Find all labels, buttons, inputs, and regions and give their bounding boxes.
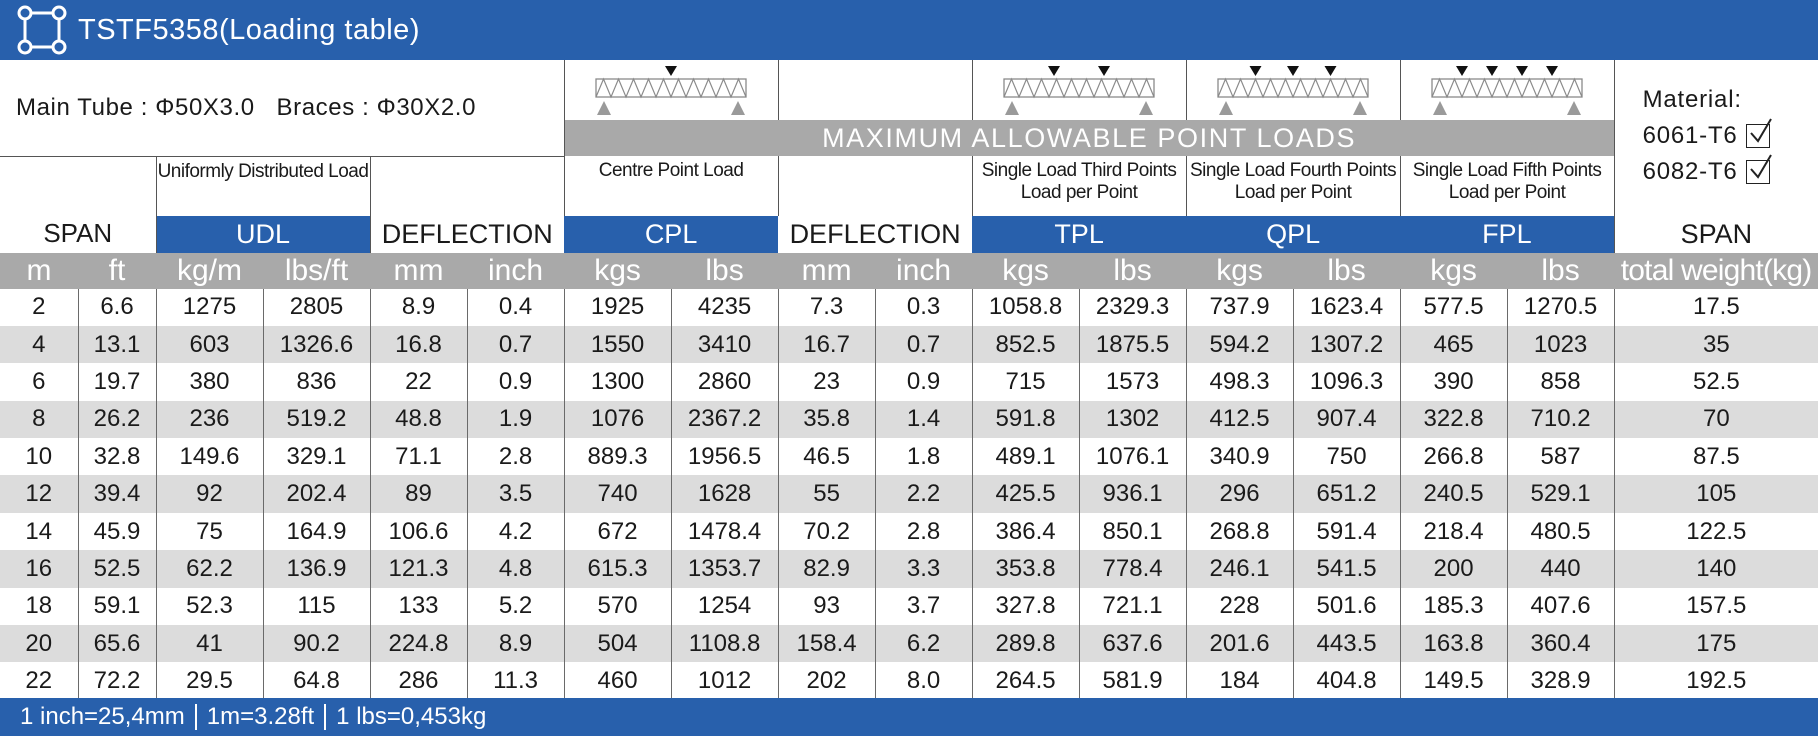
- table-cell: 407.6: [1507, 588, 1614, 625]
- table-cell: 3.7: [875, 588, 972, 625]
- table-cell: 710.2: [1507, 401, 1614, 438]
- table-cell: 836: [263, 363, 370, 400]
- table-cell: 16: [0, 550, 78, 587]
- material-name: 6082-T6: [1642, 158, 1738, 185]
- table-cell: 425.5: [972, 475, 1079, 512]
- table-cell: 329.1: [263, 438, 370, 475]
- unit-label: kgs: [564, 253, 671, 289]
- table-cell: 5.2: [467, 588, 564, 625]
- table-cell: 2860: [671, 363, 778, 400]
- table-cell: 1326.6: [263, 326, 370, 363]
- span-weight-header: SPAN: [1614, 216, 1818, 253]
- truss-load-diagram-icon: [1420, 63, 1594, 117]
- table-cell: 603: [156, 326, 263, 363]
- table-cell: 264.5: [972, 662, 1079, 699]
- fpl-header: FPL: [1400, 216, 1614, 253]
- table-cell: 89: [370, 475, 467, 512]
- table-cell: 504: [564, 625, 671, 662]
- table-cell: 1300: [564, 363, 671, 400]
- table-cell: 184: [1186, 662, 1293, 699]
- table-cell: 246.1: [1186, 550, 1293, 587]
- table-cell: 1478.4: [671, 513, 778, 550]
- unit-label: lbs: [671, 253, 778, 289]
- tpl-header: TPL: [972, 216, 1186, 253]
- table-cell: 140: [1614, 550, 1818, 587]
- unit-label: lbs: [1507, 253, 1614, 289]
- span-header: SPAN: [43, 217, 113, 248]
- table-cell: 289.8: [972, 625, 1079, 662]
- table-cell: 0.4: [467, 289, 564, 326]
- table-cell: 22: [370, 363, 467, 400]
- table-cell: 850.1: [1079, 513, 1186, 550]
- table-cell: 386.4: [972, 513, 1079, 550]
- table-cell: 192.5: [1614, 662, 1818, 699]
- table-row: [0, 662, 1818, 699]
- table-cell: 11.3: [467, 662, 564, 699]
- table-cell: 20: [0, 625, 78, 662]
- truss-load-diagram-icon: [584, 63, 758, 117]
- table-cell: 55: [778, 475, 875, 512]
- table-cell: 519.2: [263, 401, 370, 438]
- table-cell: 82.9: [778, 550, 875, 587]
- cpl-description: Centre Point Load: [564, 156, 778, 216]
- table-cell: 201.6: [1186, 625, 1293, 662]
- braces-spec: Braces : Φ30X2.0: [276, 93, 477, 121]
- table-cell: 218.4: [1400, 513, 1507, 550]
- table-cell: 778.4: [1079, 550, 1186, 587]
- udl-description: Uniformly Distributed Load: [156, 156, 370, 216]
- table-cell: 93: [778, 588, 875, 625]
- table-row: [0, 401, 1818, 438]
- table-cell: 87.5: [1614, 438, 1818, 475]
- deflection-desc-blank: [778, 156, 972, 216]
- table-cell: 0.9: [875, 363, 972, 400]
- table-cell: 8.9: [370, 289, 467, 326]
- table-cell: 740: [564, 475, 671, 512]
- table-cell: 412.5: [1186, 401, 1293, 438]
- table-cell: 13.1: [78, 326, 156, 363]
- unit-label: total weight(kg): [1614, 253, 1818, 289]
- table-cell: 6.2: [875, 625, 972, 662]
- conversion-inch: 1 inch=25,4mm: [20, 703, 185, 730]
- deflection-header: DEFLECTION: [370, 216, 564, 253]
- table-cell: 4: [0, 326, 78, 363]
- cpl-diagram: [564, 60, 778, 120]
- tpl-description: Single Load Third Points Load per Point: [972, 156, 1186, 216]
- table-cell: 52.5: [1614, 363, 1818, 400]
- table-cell: 6: [0, 363, 78, 400]
- table-row: [0, 625, 1818, 662]
- table-cell: 236: [156, 401, 263, 438]
- table-cell: 3.5: [467, 475, 564, 512]
- table-cell: 2367.2: [671, 401, 778, 438]
- table-row: [0, 475, 1818, 512]
- table-cell: 268.8: [1186, 513, 1293, 550]
- table-cell: 672: [564, 513, 671, 550]
- cpl-header: CPL: [564, 216, 778, 253]
- table-cell: 106.6: [370, 513, 467, 550]
- table-cell: 10: [0, 438, 78, 475]
- table-cell: 587: [1507, 438, 1614, 475]
- table-cell: 52.5: [78, 550, 156, 587]
- deflection-blank: [778, 60, 972, 120]
- table-cell: 157.5: [1614, 588, 1818, 625]
- table-row: [0, 550, 1818, 587]
- loading-table: [0, 60, 1818, 700]
- table-cell: 4.8: [467, 550, 564, 587]
- table-cell: 26.2: [78, 401, 156, 438]
- title-bar: [0, 0, 1818, 60]
- table-cell: 353.8: [972, 550, 1079, 587]
- table-cell: 115: [263, 588, 370, 625]
- main-tube-spec: Main Tube : Φ50X3.0: [16, 93, 255, 121]
- tpl-diagram: [972, 60, 1186, 120]
- table-cell: 1302: [1079, 401, 1186, 438]
- table-cell: 2.2: [875, 475, 972, 512]
- deflection-header: DEFLECTION: [778, 216, 972, 253]
- data-rows: [0, 289, 1818, 700]
- table-cell: 240.5: [1400, 475, 1507, 512]
- table-cell: 443.5: [1293, 625, 1400, 662]
- truss-load-diagram-icon: [1206, 63, 1380, 117]
- table-cell: 121.3: [370, 550, 467, 587]
- table-row: [0, 326, 1818, 363]
- unit-label: kgs: [1400, 253, 1507, 289]
- table-cell: 65.6: [78, 625, 156, 662]
- fpl-diagram: [1400, 60, 1614, 120]
- table-cell: 149.5: [1400, 662, 1507, 699]
- table-cell: 70.2: [778, 513, 875, 550]
- table-cell: 48.8: [370, 401, 467, 438]
- table-cell: 75: [156, 513, 263, 550]
- qpl-description: Single Load Fourth Points Load per Point: [1186, 156, 1400, 216]
- table-cell: 35: [1614, 326, 1818, 363]
- table-cell: 16.8: [370, 326, 467, 363]
- table-cell: 175: [1614, 625, 1818, 662]
- table-cell: 1058.8: [972, 289, 1079, 326]
- material-cell: [1614, 60, 1818, 216]
- table-cell: 149.6: [156, 438, 263, 475]
- table-cell: 164.9: [263, 513, 370, 550]
- unit-label: kgs: [1186, 253, 1293, 289]
- table-cell: 390: [1400, 363, 1507, 400]
- table-cell: 72.2: [78, 662, 156, 699]
- table-cell: 1076: [564, 401, 671, 438]
- table-cell: 1550: [564, 326, 671, 363]
- table-cell: 2: [0, 289, 78, 326]
- table-cell: 360.4: [1507, 625, 1614, 662]
- table-cell: 529.1: [1507, 475, 1614, 512]
- footer-divider: [195, 704, 197, 730]
- unit-label: ft: [78, 253, 156, 289]
- table-cell: 404.8: [1293, 662, 1400, 699]
- table-cell: 45.9: [78, 513, 156, 550]
- table-cell: 185.3: [1400, 588, 1507, 625]
- table-row: [0, 588, 1818, 625]
- table-cell: 651.2: [1293, 475, 1400, 512]
- table-cell: 1012: [671, 662, 778, 699]
- table-cell: 0.7: [467, 326, 564, 363]
- table-cell: 22: [0, 662, 78, 699]
- table-cell: 224.8: [370, 625, 467, 662]
- deflection-desc-blank: [370, 156, 564, 216]
- table-cell: 489.1: [972, 438, 1079, 475]
- table-cell: 4.2: [467, 513, 564, 550]
- table-cell: 737.9: [1186, 289, 1293, 326]
- table-row: [0, 363, 1818, 400]
- table-cell: 2329.3: [1079, 289, 1186, 326]
- table-cell: 0.9: [467, 363, 564, 400]
- unit-label: m: [0, 253, 78, 289]
- table-cell: 1623.4: [1293, 289, 1400, 326]
- material-option: [1643, 154, 1818, 190]
- table-cell: 266.8: [1400, 438, 1507, 475]
- unit-label: lbs: [1293, 253, 1400, 289]
- table-cell: 594.2: [1186, 326, 1293, 363]
- table-cell: 1275: [156, 289, 263, 326]
- table-cell: 133: [370, 588, 467, 625]
- table-cell: 64.8: [263, 662, 370, 699]
- table-cell: 615.3: [564, 550, 671, 587]
- table-cell: 71.1: [370, 438, 467, 475]
- table-cell: 465: [1400, 326, 1507, 363]
- table-cell: 296: [1186, 475, 1293, 512]
- table-cell: 577.5: [1400, 289, 1507, 326]
- units-row: [0, 253, 1818, 289]
- table-cell: 1925: [564, 289, 671, 326]
- unit-label: lbs/ft: [263, 253, 370, 289]
- fpl-description: Single Load Fifth Points Load per Point: [1400, 156, 1614, 216]
- table-cell: 2.8: [467, 438, 564, 475]
- table-cell: 16.7: [778, 326, 875, 363]
- unit-label: inch: [467, 253, 564, 289]
- table-cell: 907.4: [1293, 401, 1400, 438]
- table-cell: 163.8: [1400, 625, 1507, 662]
- conversion-meter: 1m=3.28ft: [206, 703, 315, 730]
- table-cell: 202.4: [263, 475, 370, 512]
- material-option: [1643, 118, 1818, 154]
- table-cell: 1108.8: [671, 625, 778, 662]
- table-cell: 1353.7: [671, 550, 778, 587]
- table-cell: 6.6: [78, 289, 156, 326]
- footer-divider: [324, 704, 326, 730]
- unit-label: kg/m: [156, 253, 263, 289]
- table-cell: 17.5: [1614, 289, 1818, 326]
- table-cell: 32.8: [78, 438, 156, 475]
- table-cell: 2.8: [875, 513, 972, 550]
- table-cell: 46.5: [778, 438, 875, 475]
- table-cell: 322.8: [1400, 401, 1507, 438]
- udl-header: UDL: [156, 216, 370, 253]
- max-loads-band: MAXIMUM ALLOWABLE POINT LOADS: [564, 120, 1614, 156]
- unit-label: inch: [875, 253, 972, 289]
- table-cell: 41: [156, 625, 263, 662]
- table-cell: 541.5: [1293, 550, 1400, 587]
- checkbox-check-icon: [1746, 124, 1770, 148]
- material-label: Material:: [1642, 86, 1742, 113]
- table-cell: 39.4: [78, 475, 156, 512]
- table-cell: 1628: [671, 475, 778, 512]
- table-cell: 202: [778, 662, 875, 699]
- table-cell: 460: [564, 662, 671, 699]
- unit-label: mm: [778, 253, 875, 289]
- conversion-lbs: 1 lbs=0,453kg: [336, 703, 487, 730]
- table-cell: 858: [1507, 363, 1614, 400]
- unit-label: mm: [370, 253, 467, 289]
- table-cell: 228: [1186, 588, 1293, 625]
- table-cell: 8.9: [467, 625, 564, 662]
- table-cell: 12: [0, 475, 78, 512]
- table-cell: 200: [1400, 550, 1507, 587]
- table-cell: 59.1: [78, 588, 156, 625]
- table-cell: 327.8: [972, 588, 1079, 625]
- table-cell: 3.3: [875, 550, 972, 587]
- table-cell: 286: [370, 662, 467, 699]
- table-cell: 1096.3: [1293, 363, 1400, 400]
- table-cell: 1573: [1079, 363, 1186, 400]
- table-cell: 440: [1507, 550, 1614, 587]
- table-cell: 750: [1293, 438, 1400, 475]
- table-cell: 23: [778, 363, 875, 400]
- material-name: 6061-T6: [1642, 122, 1738, 149]
- table-cell: 715: [972, 363, 1079, 400]
- page-title: TSTF5358(Loading table): [78, 13, 420, 46]
- table-cell: 591.4: [1293, 513, 1400, 550]
- unit-label: kgs: [972, 253, 1079, 289]
- table-cell: 637.6: [1079, 625, 1186, 662]
- table-cell: 721.1: [1079, 588, 1186, 625]
- truss-load-diagram-icon: [992, 63, 1166, 117]
- table-cell: 340.9: [1186, 438, 1293, 475]
- table-cell: 328.9: [1507, 662, 1614, 699]
- table-cell: 480.5: [1507, 513, 1614, 550]
- table-cell: 14: [0, 513, 78, 550]
- spec-cell: [0, 60, 564, 156]
- table-cell: 0.3: [875, 289, 972, 326]
- table-cell: 18: [0, 588, 78, 625]
- qpl-diagram: [1186, 60, 1400, 120]
- table-cell: 70: [1614, 401, 1818, 438]
- table-cell: 1875.5: [1079, 326, 1186, 363]
- square-truss-icon: [16, 4, 68, 56]
- table-cell: 1076.1: [1079, 438, 1186, 475]
- checkbox-check-icon: [1746, 160, 1770, 184]
- table-cell: 1.9: [467, 401, 564, 438]
- table-cell: 19.7: [78, 363, 156, 400]
- table-cell: 8.0: [875, 662, 972, 699]
- table-cell: 852.5: [972, 326, 1079, 363]
- table-cell: 122.5: [1614, 513, 1818, 550]
- table-cell: 1254: [671, 588, 778, 625]
- table-cell: 105: [1614, 475, 1818, 512]
- table-cell: 380: [156, 363, 263, 400]
- table-row: [0, 289, 1818, 326]
- conversion-footer: [0, 698, 1818, 736]
- table-cell: 1.4: [875, 401, 972, 438]
- table-cell: 501.6: [1293, 588, 1400, 625]
- table-cell: 8: [0, 401, 78, 438]
- table-cell: 591.8: [972, 401, 1079, 438]
- qpl-header: QPL: [1186, 216, 1400, 253]
- table-cell: 136.9: [263, 550, 370, 587]
- table-cell: 1023: [1507, 326, 1614, 363]
- table-cell: 52.3: [156, 588, 263, 625]
- table-cell: 1956.5: [671, 438, 778, 475]
- table-cell: 498.3: [1186, 363, 1293, 400]
- table-cell: 29.5: [156, 662, 263, 699]
- table-cell: 35.8: [778, 401, 875, 438]
- table-cell: 2805: [263, 289, 370, 326]
- table-row: [0, 438, 1818, 475]
- table-cell: 936.1: [1079, 475, 1186, 512]
- table-cell: 1270.5: [1507, 289, 1614, 326]
- table-cell: 4235: [671, 289, 778, 326]
- table-cell: 7.3: [778, 289, 875, 326]
- unit-label: lbs: [1079, 253, 1186, 289]
- table-cell: 3410: [671, 326, 778, 363]
- table-cell: 62.2: [156, 550, 263, 587]
- table-cell: 889.3: [564, 438, 671, 475]
- table-cell: 1.8: [875, 438, 972, 475]
- table-row: [0, 513, 1818, 550]
- table-cell: 92: [156, 475, 263, 512]
- table-cell: 581.9: [1079, 662, 1186, 699]
- table-cell: 0.7: [875, 326, 972, 363]
- table-cell: 158.4: [778, 625, 875, 662]
- table-cell: 90.2: [263, 625, 370, 662]
- table-cell: 570: [564, 588, 671, 625]
- table-cell: 1307.2: [1293, 326, 1400, 363]
